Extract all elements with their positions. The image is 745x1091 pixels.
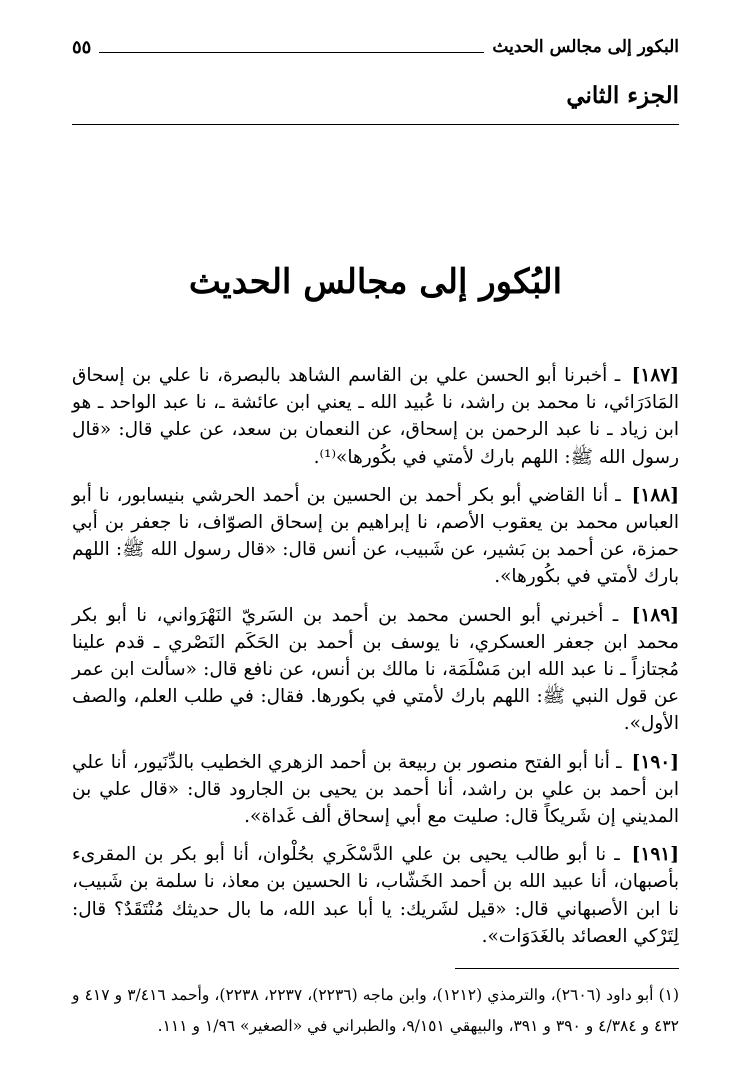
hadith-text: ـ أنا القاضي أبو بكر أحمد بن الحسين بن أحمد الحرشي بنيسابور، نا أبو العباس محمد بن يعقوب الأصم، نا إبراهيم بن إسحاق الصوّاف، نا جعفر بن أبي حمزة، عن أحمد بن بَشير، عن شَبيب، عن أنس قال: «قال رسول الله ﷺ: اللهم بارك لأمتي في بكُورها». xyxy=(72,484,679,588)
hadith-number: [١٨٧] xyxy=(631,365,679,386)
hadith-paragraph xyxy=(72,602,679,738)
footnote: (١) أبو داود (٢٦٠٦)، والترمذي (١٢١٢)، وابن ماجه (٢٢٣٦)، ٢٢٣٧، ٢٢٣٨)، وأحمد ٣/٤١٦ و ٤١٧ و ٤٣٢ و ٤/٣٨٤ و ٣٩٠ و ٣٩١، والبيهقي ٩/١٥١، والطبراني في «الصغير» ١/٩٦ و ١١١. xyxy=(72,986,680,1035)
hadith-paragraph xyxy=(72,362,679,471)
hadith-text: ـ أخبرنا أبو الحسن علي بن القاسم الشاهد بالبصرة، نا علي بن إسحاق المَادَرَائي، نا محمد بن راشد، نا عُبيد الله ـ يعني ابن عائشة ـ، نا عبد الواحد ـ هو ابن زياد ـ نا عبد الرحمن بن إسحاق، عن النعمان بن سعد، عن علي قال: «قال رسول الله ﷺ: اللهم بارك لأمتي في بكُورها»⁽¹⁾. xyxy=(72,365,679,468)
hadith-paragraph xyxy=(72,749,679,831)
hadith-text: ـ نا أبو طالب يحيى بن علي الدَّسْكَري بحُلْوان، أنا أبو بكر بن المقرىء بأصبهان، أنا عبيد الله بن أحمد الخَشّاب، نا الحسين بن معاذ، نا سلمة بن شَبيب، نا ابن الأصبهاني قال: «قيل لشَريك: يا أبا عبد الله، ما بال حديثك مُنْتَقَدٌ؟ قال: لِتَرْكي العصائد بالغَدَوَات». xyxy=(72,844,679,947)
header-rule xyxy=(99,52,484,53)
hadith-number: [١٨٩] xyxy=(631,604,679,626)
hadith-number: [١٩٠] xyxy=(631,751,679,773)
part-title: الجزء الثاني xyxy=(566,82,679,109)
hadith-paragraph xyxy=(72,482,679,591)
running-title: البكور إلى مجالس الحديث xyxy=(492,37,679,57)
hadith-number: [١٨٨] xyxy=(631,484,679,506)
footnote-rule xyxy=(455,968,679,969)
running-header xyxy=(72,34,679,60)
hadith-number: [١٩١] xyxy=(631,844,679,866)
hadith-text: ـ أنا أبو الفتح منصور بن ربيعة بن أحمد الزهري الخطيب بالدِّنَيور، أنا علي ابن أحمد بن علي بن راشد، أنا أحمد بن يحيى بن الجارود قال: «قال علي بن المديني إن شَريكاً قال: صليت مع أبي إسحاق ألف غَداة». xyxy=(72,751,679,828)
body-text xyxy=(72,362,679,961)
chapter-title: البُكور إلى مجالس الحديث xyxy=(188,262,563,302)
hadith-text: ـ أخبرني أبو الحسن محمد بن أحمد بن السَريّ النَهْرَواني، نا أبو بكر محمد ابن جعفر العسكري، نا يوسف بن أحمد بن الحَكَم النَصْري ـ قدم علينا مُجتازاً ـ نا عبد الله ابن مَسْلَمَة، نا مالك بن أنس، عن نافع قال: «سألت ابن عمر عن قول النبي ﷺ: اللهم بارك لأمتي في بكورها. فقال: في طلب العلم، والصف الأول». xyxy=(72,604,679,735)
hadith-paragraph xyxy=(72,841,679,950)
page-number: ٥٥ xyxy=(72,36,92,58)
part-rule xyxy=(72,124,679,125)
